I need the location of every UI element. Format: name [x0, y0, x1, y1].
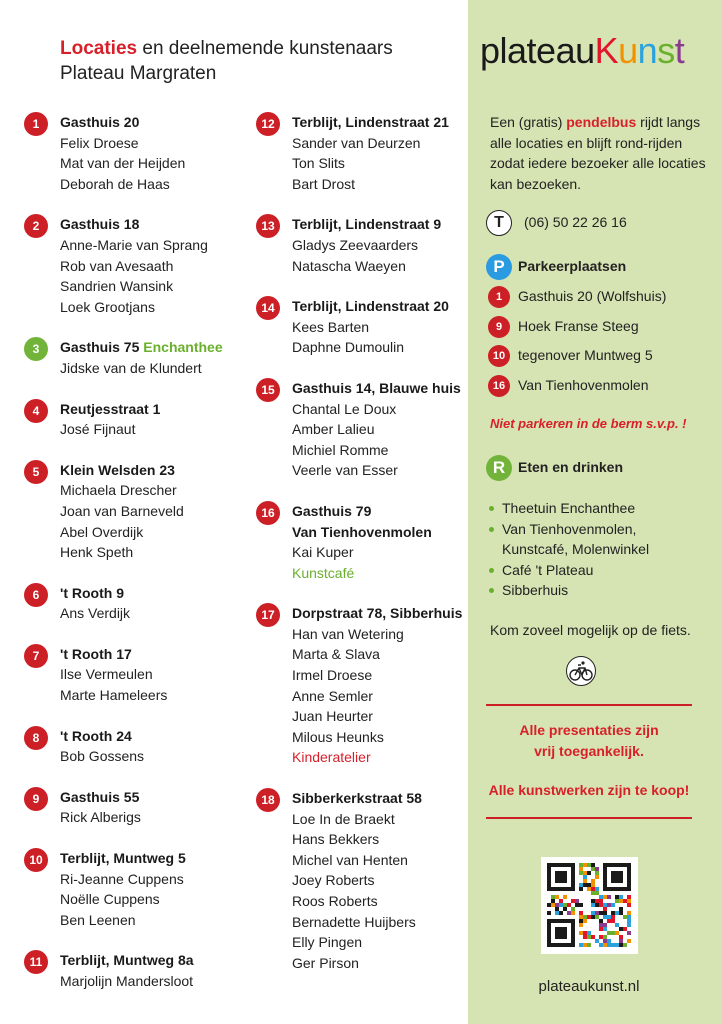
location-entry [256, 214, 468, 276]
artist-name: Veerle van Esser [292, 462, 398, 479]
artist-name: Kees Barten [292, 318, 370, 335]
parking-location-badge: 16 [488, 375, 510, 397]
location-entry [256, 112, 468, 194]
free-access-notice: Alle presentaties zijn vrij toegankelijk. [519, 722, 659, 759]
location-entry [24, 583, 244, 624]
parking-location-badge: 10 [488, 345, 510, 367]
location-address [60, 399, 244, 420]
location-address-text: Gasthuis 55 [60, 788, 140, 805]
location-entry [256, 788, 468, 973]
location-address-text: Reutjesstraat 1 [60, 400, 161, 417]
location-address [292, 214, 468, 235]
food-item: Van Tienhovenmolen, [486, 519, 649, 540]
artist-name: Joey Roberts [292, 872, 375, 889]
location-entry [24, 848, 244, 930]
telephone-number: (06) 50 22 26 16 [524, 214, 627, 230]
location-entry [24, 950, 244, 991]
location-address [60, 337, 244, 358]
venue-extra-label: Kunstcafé [292, 564, 355, 581]
restaurant-icon: R [486, 455, 512, 481]
divider-top [486, 704, 692, 706]
artist-name: Noëlle Cuppens [60, 891, 160, 908]
location-address-text: Gasthuis 75 [60, 339, 140, 356]
location-entry [256, 501, 468, 583]
location-entry [256, 378, 468, 481]
location-address [292, 501, 468, 522]
artist-name: José Fijnaut [60, 421, 136, 438]
shuttle-bus-info: Een (gratis) pendelbus rijdt langs alle locaties en blijft rond-rijden zodat iedere bezoeker alle locaties kan bezoeken. [490, 114, 706, 192]
location-address [60, 214, 244, 235]
food-item: Kunstcafé, Molenwinkel [502, 541, 650, 558]
location-entry [24, 112, 244, 194]
location-number-badge: 18 [256, 788, 280, 812]
location-number-badge: 15 [256, 378, 280, 402]
artist-name: Kai Kuper [292, 544, 354, 561]
location-address-text: 't Rooth 24 [60, 727, 132, 744]
location-address-text: Terblijt, Lindenstraat 21 [292, 114, 449, 130]
artist-name: Marjolijn Mandersloot [60, 973, 194, 989]
qr-code[interactable] [541, 857, 638, 954]
artist-name: Ilse Vermeulen [60, 666, 153, 683]
artist-name: Abel Overdijk [60, 523, 144, 540]
for-sale-notice: Alle kunstwerken zijn te koop! [488, 782, 690, 798]
location-number-badge: 6 [24, 583, 48, 607]
location-venue-name: Enchanthee [143, 339, 223, 356]
artist-name: Sander van Deurzen [292, 134, 421, 151]
location-address [292, 296, 468, 317]
artist-name: Ton Slits [292, 155, 345, 172]
artist-name: Ger Pirson [292, 954, 359, 971]
location-address-text: 't Rooth 9 [60, 584, 124, 601]
artist-name: Anne Semler [292, 687, 373, 704]
parking-location-badge: 9 [488, 316, 510, 338]
artist-name: Loek Grootjans [60, 298, 155, 315]
location-entry [256, 603, 468, 768]
location-address [60, 583, 244, 604]
artist-name: Bob Gossens [60, 748, 145, 765]
artist-name: Ben Leenen [60, 911, 136, 928]
location-entry [24, 337, 244, 378]
location-address-text: Gasthuis 14, Blauwe huis [292, 379, 461, 396]
telephone-row [486, 208, 627, 236]
parking-location-badge: 1 [488, 286, 510, 308]
location-address [60, 950, 244, 971]
parking-location-label: Van Tienhovenmolen [518, 376, 649, 393]
location-number-badge: 16 [256, 501, 280, 525]
location-entry [24, 214, 244, 317]
parking-list [486, 284, 666, 402]
location-entry [24, 787, 244, 828]
artist-name: Felix Droese [60, 134, 139, 151]
location-address [60, 848, 244, 869]
plateaukunst-logo: plateauKunst [480, 30, 685, 71]
artist-name: Gladys Zeevaarders [292, 236, 419, 253]
location-address-text: Klein Welsden 23 [60, 461, 175, 478]
artist-name: Anne-Marie van Sprang [60, 236, 208, 253]
location-number-badge: 11 [24, 950, 48, 974]
parking-item [486, 373, 666, 403]
bike-advice: Kom zoveel mogelijk op de fiets. [490, 622, 691, 638]
location-number-badge: 8 [24, 726, 48, 750]
bicycle-icon [566, 656, 596, 686]
location-number-badge: 3 [24, 337, 48, 361]
location-entry [24, 726, 244, 767]
location-address-text: Dorpstraat 78, Sibberhuis [292, 605, 463, 622]
artist-name: Elly Pingen [292, 934, 363, 951]
parking-item [486, 343, 666, 373]
page-subtitle: Plateau Margraten [60, 63, 217, 84]
parking-icon: P [486, 254, 512, 280]
location-number-badge: 5 [24, 460, 48, 484]
location-address-text: Gasthuis 79 [292, 502, 372, 519]
artist-name: Deborah de Haas [60, 175, 170, 192]
artist-name: Rick Alberigs [60, 809, 141, 826]
location-address-text: Terblijt, Lindenstraat 20 [292, 298, 449, 315]
artist-name: Marta & Slava [292, 646, 380, 663]
location-number-badge: 2 [24, 214, 48, 238]
location-venue-name: Van Tienhovenmolen [292, 523, 432, 540]
artist-name: Michaela Drescher [60, 482, 177, 499]
location-address-text: Gasthuis 18 [60, 216, 140, 233]
divider-bottom [486, 817, 692, 819]
location-number-badge: 9 [24, 787, 48, 811]
artist-name: Michiel Romme [292, 441, 389, 458]
location-address-text: 't Rooth 17 [60, 645, 132, 662]
artist-name: Amber Lalieu [292, 421, 375, 438]
location-number-badge: 13 [256, 214, 280, 238]
location-address [60, 726, 244, 747]
artist-name: Michel van Henten [292, 851, 408, 868]
parking-warning: Niet parkeren in de berm s.v.p. ! [490, 416, 687, 431]
location-number-badge: 14 [256, 296, 280, 320]
artist-name: Loe In de Braekt [292, 810, 395, 827]
website-link[interactable]: plateaukunst.nl [538, 978, 640, 995]
artist-name: Juan Heurter [292, 708, 373, 725]
artist-name: Han van Wetering [292, 625, 404, 642]
parking-location-label: tegenover Muntweg 5 [518, 347, 653, 363]
location-number-badge: 17 [256, 603, 280, 627]
location-address-text: Gasthuis 20 [60, 114, 140, 130]
artist-name: Daphne Dumoulin [292, 339, 405, 356]
location-address [60, 112, 244, 133]
location-address [292, 378, 468, 399]
artist-name: Irmel Droese [292, 667, 373, 684]
artist-name: Natascha Waeyen [292, 257, 406, 274]
artist-name: Milous Heunks [292, 728, 384, 745]
location-address [292, 603, 468, 624]
food-item: Theetuin Enchanthee [486, 498, 649, 519]
locations-column-2 [256, 112, 468, 993]
artist-name: Chantal Le Doux [292, 400, 397, 417]
location-address [292, 788, 468, 809]
artist-name: Ri-Jeanne Cuppens [60, 870, 184, 887]
parking-location-label: Hoek Franse Steeg [518, 317, 639, 334]
location-number-badge: 10 [24, 848, 48, 872]
parking-location-label: Gasthuis 20 (Wolfshuis) [518, 288, 667, 304]
artist-name: Hans Bekkers [292, 831, 380, 848]
location-entry [24, 399, 244, 440]
telephone-icon: T [486, 210, 512, 236]
location-address-text: Terblijt, Lindenstraat 9 [292, 216, 442, 233]
parking-heading: P Parkeerplaatsen [486, 253, 626, 279]
venue-extra-label: Kinderatelier [292, 749, 371, 766]
artist-name: Ans Verdijk [60, 605, 131, 622]
artist-name: Roos Roberts [292, 893, 378, 909]
location-address [292, 112, 468, 133]
artist-name: Mat van der Heijden [60, 155, 186, 172]
artist-name: Sandrien Wansink [60, 278, 174, 295]
artist-name: Henk Speth [60, 544, 134, 561]
parking-item [486, 314, 666, 344]
parking-item [486, 284, 666, 314]
location-address [60, 787, 244, 808]
artist-name: Jidske van de Klundert [60, 359, 202, 376]
location-address-text: Terblijt, Muntweg 5 [60, 850, 186, 867]
location-entry [256, 296, 468, 358]
location-number-badge: 7 [24, 644, 48, 668]
food-item: Sibberhuis [486, 580, 649, 601]
location-number-badge: 1 [24, 112, 48, 136]
location-number-badge: 4 [24, 399, 48, 423]
artist-name: Rob van Avesaath [60, 257, 174, 274]
artist-name: Bernadette Huijbers [292, 913, 416, 930]
food-heading: R Eten en drinken [486, 454, 623, 480]
location-address [60, 460, 244, 481]
food-list [486, 498, 649, 601]
locations-column-1 [24, 112, 244, 1012]
location-address [60, 644, 244, 665]
page-title: Locaties en deelnemende kunstenaars Plateau Margraten [60, 38, 393, 84]
food-item: Café 't Plateau [486, 560, 649, 581]
location-entry [24, 460, 244, 563]
artist-name: Bart Drost [292, 175, 356, 192]
location-address-text: Terblijt, Muntweg 8a [60, 952, 194, 969]
location-number-badge: 12 [256, 112, 280, 136]
location-address-text: Sibberkerkstraat 58 [292, 790, 422, 807]
artist-name: Joan van Barneveld [60, 502, 184, 519]
artist-name: Marte Hameleers [60, 687, 168, 704]
location-entry [24, 644, 244, 706]
